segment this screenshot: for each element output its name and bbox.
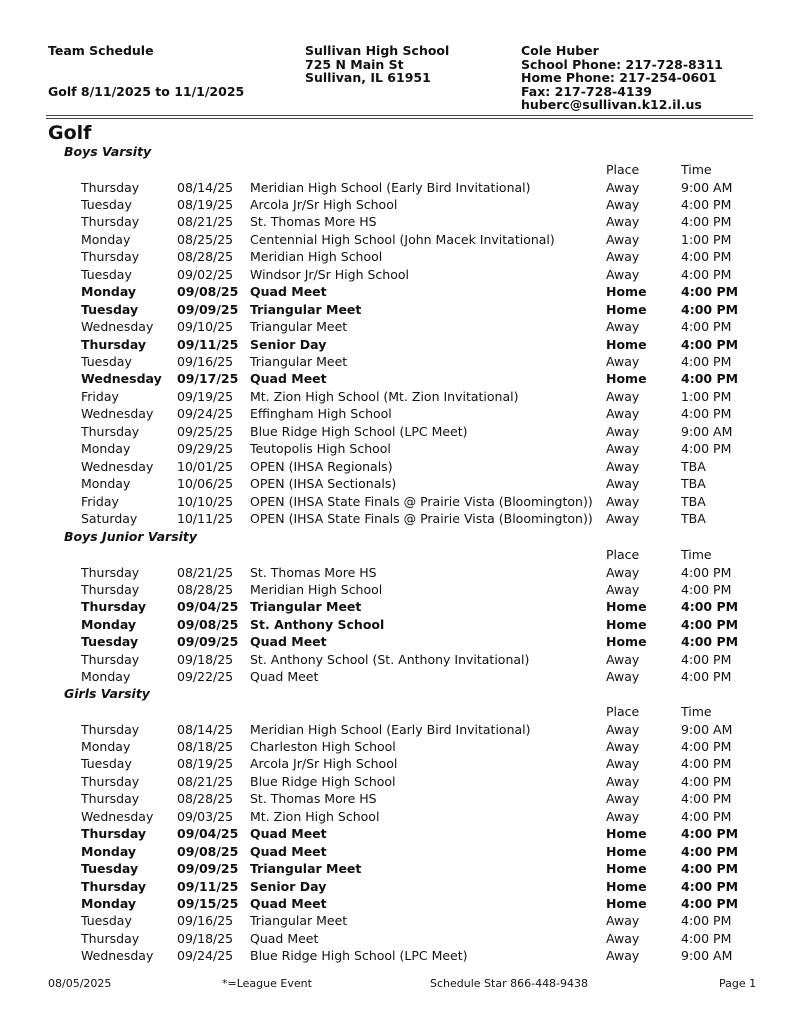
schedule-row [0, 389, 791, 407]
event-opponent: Meridian High School [250, 249, 383, 265]
event-day: Tuesday [81, 196, 132, 212]
event-time: TBA [681, 458, 706, 474]
event-place: Away [606, 423, 640, 439]
footer-date: 08/05/2025 [48, 977, 112, 990]
event-day: Wednesday [81, 458, 154, 474]
sport-title: Golf [48, 122, 92, 144]
event-place: Away [606, 930, 640, 946]
event-date: 09/16/25 [177, 354, 234, 369]
event-date: 09/18/25 [177, 930, 234, 946]
event-date: 09/09/25 [177, 861, 239, 877]
event-opponent: Arcola Jr/Sr High School [250, 196, 398, 212]
schedule-row [0, 232, 791, 250]
schedule-row [0, 441, 791, 459]
school-address [305, 44, 449, 85]
event-opponent: Senior Day [250, 336, 327, 352]
schedule-row [0, 599, 791, 617]
event-date: 09/10/25 [177, 319, 234, 335]
event-time: 4:00 PM [681, 930, 732, 946]
event-day: Thursday [81, 423, 140, 439]
event-opponent: Effingham High School [250, 406, 392, 422]
schedule-row [0, 861, 791, 879]
schedule-row [0, 284, 791, 302]
time-column-header: Time [681, 162, 712, 177]
event-time: 4:00 PM [681, 756, 732, 772]
event-day: Saturday [81, 511, 138, 527]
event-place: Home [606, 599, 647, 615]
schedule-row [0, 319, 791, 337]
school-name: Sullivan High School [305, 43, 450, 58]
schedule-row [0, 424, 791, 442]
school-city: Sullivan, IL 61951 [305, 70, 431, 85]
event-opponent: Quad Meet [250, 930, 319, 946]
event-opponent: Triangular Meet [250, 599, 362, 615]
event-date: 08/19/25 [177, 196, 234, 212]
event-date: 09/09/25 [177, 634, 239, 650]
event-opponent: Senior Day [250, 878, 327, 894]
event-day: Thursday [81, 878, 147, 894]
event-time: 9:00 AM [681, 721, 733, 737]
event-place: Away [606, 196, 640, 212]
event-place: Home [606, 896, 647, 911]
event-day: Thursday [81, 564, 140, 580]
event-date: 09/17/25 [177, 371, 239, 387]
event-day: Tuesday [81, 354, 132, 369]
event-opponent: Quad Meet [250, 896, 327, 911]
schedule-row [0, 565, 791, 583]
event-time: 4:00 PM [681, 826, 739, 842]
event-day: Wednesday [81, 319, 154, 335]
event-date: 08/14/25 [177, 721, 234, 737]
event-day: Friday [81, 493, 119, 509]
schedule-row [0, 302, 791, 320]
event-day: Monday [81, 284, 137, 300]
event-date: 09/15/25 [177, 896, 239, 911]
schedule-row [0, 913, 791, 931]
event-opponent: Quad Meet [250, 284, 327, 300]
event-time: 4:00 PM [681, 634, 739, 650]
event-place: Away [606, 319, 640, 335]
event-time: 4:00 PM [681, 616, 739, 632]
event-time: 4:00 PM [681, 214, 732, 230]
schedule-row [0, 406, 791, 424]
event-day: Thursday [81, 930, 140, 946]
place-column-header: Place [606, 704, 640, 719]
event-day: Thursday [81, 249, 140, 265]
event-date: 09/19/25 [177, 388, 234, 404]
event-opponent: OPEN (IHSA Regionals) [250, 458, 393, 474]
event-time: 4:00 PM [681, 791, 732, 807]
event-place: Home [606, 336, 647, 352]
event-day: Monday [81, 669, 131, 685]
event-time: 4:00 PM [681, 371, 739, 387]
event-place: Away [606, 791, 640, 807]
event-date: 10/10/25 [177, 493, 234, 509]
schedule-row [0, 371, 791, 389]
contact-email: huberc@sullivan.k12.il.us [521, 97, 702, 112]
event-date: 09/09/25 [177, 301, 239, 317]
event-date: 08/18/25 [177, 738, 234, 754]
schedule-row [0, 214, 791, 232]
event-day: Thursday [81, 336, 147, 352]
event-time: 4:00 PM [681, 773, 732, 789]
event-date: 08/28/25 [177, 791, 234, 807]
event-opponent: Meridian High School [250, 581, 383, 597]
event-date: 08/28/25 [177, 249, 234, 265]
event-place: Away [606, 669, 640, 685]
event-time: TBA [681, 476, 706, 492]
event-place: Away [606, 476, 640, 492]
schedule-row [0, 180, 791, 198]
event-opponent: OPEN (IHSA Sectionals) [250, 476, 397, 492]
event-time: 4:00 PM [681, 354, 732, 369]
event-opponent: Charleston High School [250, 738, 396, 754]
event-opponent: Quad Meet [250, 669, 319, 685]
event-day: Monday [81, 476, 131, 492]
event-date: 10/11/25 [177, 511, 234, 527]
event-time: TBA [681, 493, 706, 509]
event-date: 09/25/25 [177, 423, 234, 439]
section-title: Girls Varsity [64, 686, 150, 701]
event-day: Wednesday [81, 371, 162, 387]
event-opponent: St. Anthony School [250, 616, 385, 632]
event-day: Wednesday [81, 948, 154, 964]
event-place: Away [606, 808, 640, 824]
event-time: 4:00 PM [681, 336, 739, 352]
event-opponent: Centennial High School (John Macek Invitational) [250, 231, 555, 247]
schedule-row [0, 354, 791, 372]
schedule-row [0, 756, 791, 774]
event-day: Tuesday [81, 634, 139, 650]
schedule-row [0, 931, 791, 949]
event-time: 9:00 AM [681, 179, 733, 195]
event-date: 09/24/25 [177, 406, 234, 422]
schedule-row [0, 476, 791, 494]
event-time: 4:00 PM [681, 581, 732, 597]
event-time: 4:00 PM [681, 249, 732, 265]
event-place: Home [606, 878, 647, 894]
event-day: Tuesday [81, 756, 132, 772]
event-day: Thursday [81, 214, 140, 230]
contact-school-phone: School Phone: 217-728-8311 [521, 56, 723, 72]
event-time: 9:00 AM [681, 423, 733, 439]
event-place: Away [606, 581, 640, 597]
schedule-row [0, 634, 791, 652]
event-time: 4:00 PM [681, 738, 732, 754]
event-time: 9:00 AM [681, 948, 733, 964]
time-column-header: Time [681, 704, 712, 719]
contact-home-phone: Home Phone: 217-254-0601 [521, 70, 717, 85]
event-day: Thursday [81, 651, 140, 667]
section-title: Boys Varsity [64, 144, 152, 159]
event-opponent: Quad Meet [250, 634, 327, 650]
event-opponent: OPEN (IHSA State Finals @ Prairie Vista (Bloomington)) [250, 493, 593, 509]
event-time: 1:00 PM [681, 231, 732, 247]
event-opponent: Meridian High School (Early Bird Invitational) [250, 179, 531, 195]
event-place: Away [606, 354, 640, 369]
event-day: Thursday [81, 179, 140, 195]
event-time: 4:00 PM [681, 651, 732, 667]
schedule-row [0, 791, 791, 809]
event-place: Home [606, 861, 647, 877]
event-place: Away [606, 441, 640, 457]
event-place: Home [606, 371, 647, 387]
event-place: Home [606, 301, 647, 317]
schedule-row [0, 494, 791, 512]
event-place: Away [606, 388, 640, 404]
schedule-row [0, 459, 791, 477]
event-date: 09/11/25 [177, 878, 239, 894]
event-opponent: St. Thomas More HS [250, 791, 377, 807]
schedule-row [0, 826, 791, 844]
event-opponent: Windsor Jr/Sr High School [250, 266, 409, 282]
event-date: 09/02/25 [177, 266, 234, 282]
contact-fax: Fax: 217-728-4139 [521, 83, 653, 99]
event-place: Away [606, 948, 640, 964]
event-place: Home [606, 634, 647, 650]
event-date: 09/22/25 [177, 669, 234, 685]
event-time: 4:00 PM [681, 284, 739, 300]
footer-legend: *=League Event [222, 977, 312, 990]
event-opponent: Triangular Meet [250, 913, 348, 929]
event-time: 4:00 PM [681, 599, 739, 615]
event-date: 09/11/25 [177, 336, 239, 352]
event-place: Away [606, 266, 640, 282]
event-day: Tuesday [81, 301, 139, 317]
event-place: Home [606, 843, 647, 859]
event-time: 4:00 PM [681, 808, 732, 824]
event-opponent: St. Thomas More HS [250, 564, 377, 580]
event-opponent: Triangular Meet [250, 354, 348, 369]
header-divider-2 [46, 118, 753, 119]
event-place: Home [606, 284, 647, 300]
event-date: 10/01/25 [177, 458, 234, 474]
event-opponent: Teutopolis High School [250, 441, 391, 457]
event-date: 08/19/25 [177, 756, 234, 772]
event-opponent: OPEN (IHSA State Finals @ Prairie Vista (Bloomington)) [250, 511, 593, 527]
event-time: 4:00 PM [681, 266, 732, 282]
event-date: 08/21/25 [177, 214, 234, 230]
event-day: Thursday [81, 773, 140, 789]
event-place: Away [606, 406, 640, 422]
event-opponent: Triangular Meet [250, 861, 362, 877]
event-opponent: Arcola Jr/Sr High School [250, 756, 398, 772]
event-day: Monday [81, 231, 131, 247]
schedule-row [0, 652, 791, 670]
schedule-row [0, 896, 791, 914]
schedule-row [0, 879, 791, 897]
event-place: Away [606, 511, 640, 527]
event-place: Away [606, 214, 640, 230]
event-date: 09/08/25 [177, 284, 239, 300]
event-opponent: St. Thomas More HS [250, 214, 377, 230]
event-time: 4:00 PM [681, 913, 732, 929]
event-date: 09/18/25 [177, 651, 234, 667]
event-place: Home [606, 616, 647, 632]
event-place: Away [606, 231, 640, 247]
event-time: 4:00 PM [681, 319, 732, 335]
place-column-header: Place [606, 547, 640, 562]
event-opponent: Quad Meet [250, 371, 327, 387]
footer-page: Page 1 [719, 977, 757, 990]
event-day: Monday [81, 896, 137, 911]
event-day: Monday [81, 843, 137, 859]
section-title: Boys Junior Varsity [64, 529, 198, 544]
event-time: 4:00 PM [681, 861, 739, 877]
event-day: Thursday [81, 826, 147, 842]
event-day: Monday [81, 441, 131, 457]
event-opponent: Triangular Meet [250, 301, 362, 317]
event-opponent: Triangular Meet [250, 319, 348, 335]
event-place: Away [606, 651, 640, 667]
event-opponent: Blue Ridge High School (LPC Meet) [250, 948, 468, 964]
schedule-row [0, 844, 791, 862]
schedule-row [0, 511, 791, 529]
event-date: 09/03/25 [177, 808, 234, 824]
event-day: Wednesday [81, 406, 154, 422]
schedule-row [0, 669, 791, 687]
event-place: Away [606, 179, 640, 195]
event-time: 4:00 PM [681, 878, 739, 894]
event-day: Monday [81, 616, 137, 632]
event-time: 4:00 PM [681, 564, 732, 580]
event-time: 4:00 PM [681, 406, 732, 422]
schedule-row [0, 617, 791, 635]
footer-vendor: Schedule Star 866-448-9438 [430, 977, 589, 990]
event-date: 09/08/25 [177, 843, 239, 859]
event-time: TBA [681, 511, 706, 527]
event-day: Thursday [81, 599, 147, 615]
event-place: Away [606, 564, 640, 580]
schedule-row [0, 948, 791, 966]
event-date: 08/28/25 [177, 581, 234, 597]
schedule-row [0, 739, 791, 757]
event-day: Monday [81, 738, 131, 754]
schedule-title: Team Schedule [48, 43, 154, 58]
school-street: 725 N Main St [305, 56, 404, 72]
schedule-row [0, 809, 791, 827]
event-date: 08/21/25 [177, 564, 234, 580]
event-place: Away [606, 458, 640, 474]
event-place: Away [606, 773, 640, 789]
event-date: 09/04/25 [177, 599, 239, 615]
event-time: 4:00 PM [681, 441, 732, 457]
event-time: 4:00 PM [681, 896, 739, 911]
event-day: Tuesday [81, 861, 139, 877]
event-opponent: Quad Meet [250, 826, 327, 842]
schedule-row [0, 267, 791, 285]
time-column-header: Time [681, 547, 712, 562]
event-place: Away [606, 756, 640, 772]
event-date: 09/24/25 [177, 948, 234, 964]
schedule-row [0, 337, 791, 355]
event-opponent: Mt. Zion High School [250, 808, 380, 824]
event-opponent: Quad Meet [250, 843, 327, 859]
header-divider [46, 115, 753, 116]
schedule-range: Golf 8/11/2025 to 11/1/2025 [48, 83, 245, 99]
event-date: 08/14/25 [177, 179, 234, 195]
event-day: Thursday [81, 721, 140, 737]
schedule-row [0, 582, 791, 600]
contact-info [521, 44, 723, 112]
contact-name: Cole Huber [521, 43, 599, 58]
event-day: Wednesday [81, 808, 154, 824]
event-time: 4:00 PM [681, 669, 732, 685]
event-opponent: St. Anthony School (St. Anthony Invitational) [250, 651, 530, 667]
schedule-row [0, 722, 791, 740]
event-place: Home [606, 826, 647, 842]
event-opponent: Meridian High School (Early Bird Invitational) [250, 721, 531, 737]
event-date: 09/08/25 [177, 616, 239, 632]
schedule-row [0, 774, 791, 792]
event-date: 09/29/25 [177, 441, 234, 457]
event-time: 1:00 PM [681, 388, 732, 404]
event-place: Away [606, 913, 640, 929]
event-place: Away [606, 493, 640, 509]
event-day: Thursday [81, 581, 140, 597]
event-day: Tuesday [81, 913, 132, 929]
place-column-header: Place [606, 162, 640, 177]
event-opponent: Blue Ridge High School [250, 773, 396, 789]
event-day: Friday [81, 388, 119, 404]
event-opponent: Blue Ridge High School (LPC Meet) [250, 423, 468, 439]
event-date: 09/04/25 [177, 826, 239, 842]
event-day: Tuesday [81, 266, 132, 282]
event-date: 10/06/25 [177, 476, 234, 492]
event-date: 09/16/25 [177, 913, 234, 929]
event-date: 08/21/25 [177, 773, 234, 789]
event-time: 4:00 PM [681, 301, 739, 317]
schedule-row [0, 249, 791, 267]
event-place: Away [606, 249, 640, 265]
event-place: Away [606, 721, 640, 737]
event-time: 4:00 PM [681, 196, 732, 212]
header-left [48, 44, 244, 98]
event-date: 08/25/25 [177, 231, 234, 247]
event-day: Thursday [81, 791, 140, 807]
schedule-row [0, 197, 791, 215]
event-time: 4:00 PM [681, 843, 739, 859]
event-opponent: Mt. Zion High School (Mt. Zion Invitational) [250, 388, 519, 404]
event-place: Away [606, 738, 640, 754]
